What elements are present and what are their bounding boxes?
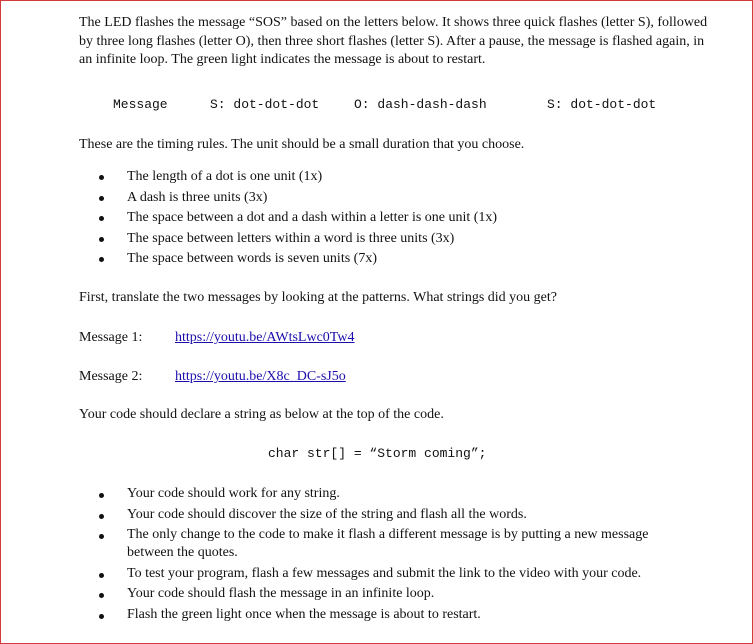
- list-item: [99, 565, 699, 583]
- timing-rules-list: [99, 167, 699, 270]
- code-declaration: char str[] = “Storm coming”;: [268, 446, 487, 461]
- list-item: [99, 485, 699, 503]
- message-2-link[interactable]: https://youtu.be/X8c_DC-sJ5o: [175, 369, 346, 384]
- bullet-icon: [99, 514, 104, 519]
- message-1-row: [79, 329, 355, 347]
- requirements-list: [99, 485, 699, 626]
- bullet-icon: [99, 534, 104, 539]
- message-2-label: Message 2:: [79, 369, 143, 384]
- list-item-text: The space between words is seven units (7x): [127, 251, 377, 266]
- morse-row-label: Message: [113, 97, 168, 112]
- bullet-icon: [99, 175, 104, 180]
- message-2-row: [79, 368, 346, 386]
- message-1-link[interactable]: https://youtu.be/AWtsLwc0Tw4: [175, 330, 355, 345]
- list-item-text: A dash is three units (3x): [127, 189, 268, 205]
- message-1-label: Message 1:: [79, 330, 143, 345]
- list-item: [99, 606, 699, 624]
- list-item-text: The only change to the code to make it flash a different message is by putting a new message between the quotes.: [127, 527, 649, 560]
- list-item: [99, 188, 699, 209]
- bullet-icon: [99, 216, 104, 221]
- intro-paragraph: The LED flashes the message “SOS” based on the letters below. It shows three quick flashes (letter S), followed by three long flashes (letter O), then three short flashes (letter S). After a pause, the message is flashed again, in an infinite loop. The green light indicates the message is about to restart.: [79, 15, 708, 67]
- list-item: [99, 208, 699, 229]
- list-item: [99, 585, 699, 603]
- list-item-text: Your code should discover the size of the string and flash all the words.: [127, 506, 527, 522]
- bullet-icon: [99, 257, 104, 262]
- list-item: [99, 167, 699, 188]
- bullet-icon: [99, 493, 104, 498]
- morse-letter-s2: S: dot-dot-dot: [547, 97, 657, 112]
- bullet-icon: [99, 196, 104, 201]
- bullet-icon: [99, 614, 104, 619]
- timing-intro: These are the timing rules. The unit should be a small duration that you choose.: [79, 137, 525, 152]
- list-item-text: Your code should work for any string.: [127, 486, 340, 501]
- list-item: [99, 249, 699, 270]
- list-item: [99, 229, 699, 250]
- list-item-text: The space between a dot and a dash within a letter is one unit (1x): [127, 210, 498, 225]
- list-item-text: The length of a dot is one unit (1x): [127, 169, 323, 184]
- declare-intro: Your code should declare a string as below at the top of the code.: [79, 407, 444, 422]
- list-item: [99, 506, 699, 524]
- morse-letter-s1: S: dot-dot-dot: [210, 97, 320, 112]
- translate-prompt: First, translate the two messages by looking at the patterns. What strings did you get?: [79, 290, 557, 305]
- bullet-icon: [99, 237, 104, 242]
- bullet-icon: [99, 573, 104, 578]
- list-item-text: To test your program, flash a few messages and submit the link to the video with your code.: [127, 565, 642, 581]
- list-item: [99, 526, 687, 562]
- morse-letter-o: O: dash-dash-dash: [354, 97, 487, 112]
- list-item-text: Your code should flash the message in an infinite loop.: [127, 586, 435, 601]
- list-item-text: The space between letters within a word is three units (3x): [127, 230, 455, 246]
- list-item-text: Flash the green light once when the message is about to restart.: [127, 606, 481, 622]
- bullet-icon: [99, 593, 104, 598]
